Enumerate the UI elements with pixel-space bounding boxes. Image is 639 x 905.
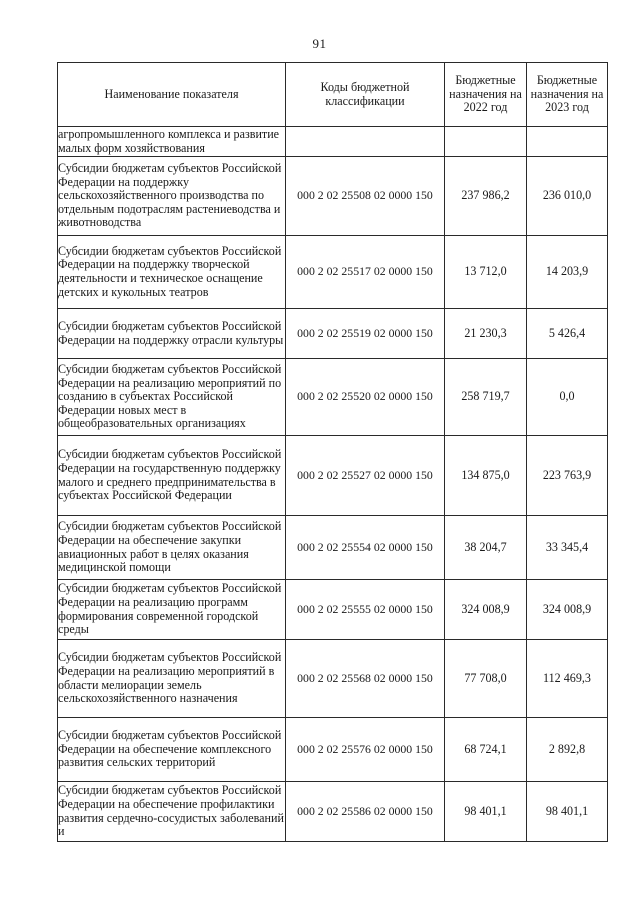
row-2022 [445, 127, 527, 157]
row-code: 000 2 02 25576 02 0000 150 [286, 718, 445, 782]
row-code: 000 2 02 25527 02 0000 150 [286, 436, 445, 516]
row-2022: 134 875,0 [445, 436, 527, 516]
table-row [58, 157, 608, 236]
row-name: Субсидии бюджетам субъектов Российской Федерации на государственную поддержку малого и среднего предпринимательства в субъектах Российской Федерации [58, 436, 286, 516]
row-code: 000 2 02 25568 02 0000 150 [286, 640, 445, 718]
table-row [58, 236, 608, 309]
table-row [58, 580, 608, 640]
row-2022: 258 719,7 [445, 359, 527, 436]
row-2023 [527, 127, 608, 157]
table-row [58, 516, 608, 580]
row-2023: 33 345,4 [527, 516, 608, 580]
row-name: Субсидии бюджетам субъектов Российской Федерации на обеспечение закупки авиационных работ в целях оказания медицинской помощи [58, 516, 286, 580]
row-2022: 68 724,1 [445, 718, 527, 782]
row-2022: 21 230,3 [445, 309, 527, 359]
row-2023: 324 008,9 [527, 580, 608, 640]
row-2023: 2 892,8 [527, 718, 608, 782]
table-row [58, 640, 608, 718]
budget-table [57, 62, 608, 842]
row-2022: 324 008,9 [445, 580, 527, 640]
header-year-2023: Бюджетные назначения на 2023 год [527, 63, 608, 127]
header-year-2022: Бюджетные назначения на 2022 год [445, 63, 527, 127]
row-name: Субсидии бюджетам субъектов Российской Федерации на обеспечение комплексного развития сельских территорий [58, 718, 286, 782]
row-code: 000 2 02 25520 02 0000 150 [286, 359, 445, 436]
table-header-row [58, 63, 608, 127]
row-name: Субсидии бюджетам субъектов Российской Федерации на реализацию мероприятий в области мелиорации земель сельскохозяйственного назначения [58, 640, 286, 718]
row-code [286, 127, 445, 157]
row-name: Субсидии бюджетам субъектов Российской Федерации на поддержку сельскохозяйственного производства по отдельным подотраслям растениеводства и животноводства [58, 157, 286, 236]
row-2022: 77 708,0 [445, 640, 527, 718]
row-code: 000 2 02 25555 02 0000 150 [286, 580, 445, 640]
row-name: Субсидии бюджетам субъектов Российской Федерации на обеспечение профилактики развития сердечно-сосудистых заболеваний и [58, 782, 286, 842]
row-2022: 13 712,0 [445, 236, 527, 309]
row-name: Субсидии бюджетам субъектов Российской Федерации на реализацию программ формирования современной городской среды [58, 580, 286, 640]
table-row [58, 127, 608, 157]
table-row [58, 782, 608, 842]
row-2023: 223 763,9 [527, 436, 608, 516]
page-number: 91 [312, 36, 327, 51]
row-code: 000 2 02 25517 02 0000 150 [286, 236, 445, 309]
row-code: 000 2 02 25519 02 0000 150 [286, 309, 445, 359]
header-code: Коды бюджетной классификации [286, 63, 445, 127]
row-2023: 0,0 [527, 359, 608, 436]
row-name: Субсидии бюджетам субъектов Российской Федерации на реализацию мероприятий по созданию в субъектах Российской Федерации новых мест в общеобразовательных организациях [58, 359, 286, 436]
table-row [58, 436, 608, 516]
row-code: 000 2 02 25586 02 0000 150 [286, 782, 445, 842]
table-row [58, 359, 608, 436]
row-code: 000 2 02 25508 02 0000 150 [286, 157, 445, 236]
row-2023: 14 203,9 [527, 236, 608, 309]
row-2022: 237 986,2 [445, 157, 527, 236]
row-2023: 98 401,1 [527, 782, 608, 842]
table-row [58, 309, 608, 359]
row-2023: 236 010,0 [527, 157, 608, 236]
row-2022: 98 401,1 [445, 782, 527, 842]
row-2023: 5 426,4 [527, 309, 608, 359]
row-code: 000 2 02 25554 02 0000 150 [286, 516, 445, 580]
row-name: Субсидии бюджетам субъектов Российской Федерации на поддержку творческой деятельности и техническое оснащение детских и кукольных театров [58, 236, 286, 309]
row-name: Субсидии бюджетам субъектов Российской Федерации на поддержку отрасли культуры [58, 309, 286, 359]
row-2023: 112 469,3 [527, 640, 608, 718]
row-name: агропромышленного комплекса и развитие малых форм хозяйствования [58, 127, 286, 157]
row-2022: 38 204,7 [445, 516, 527, 580]
header-name: Наименование показателя [58, 63, 286, 127]
table-row [58, 718, 608, 782]
